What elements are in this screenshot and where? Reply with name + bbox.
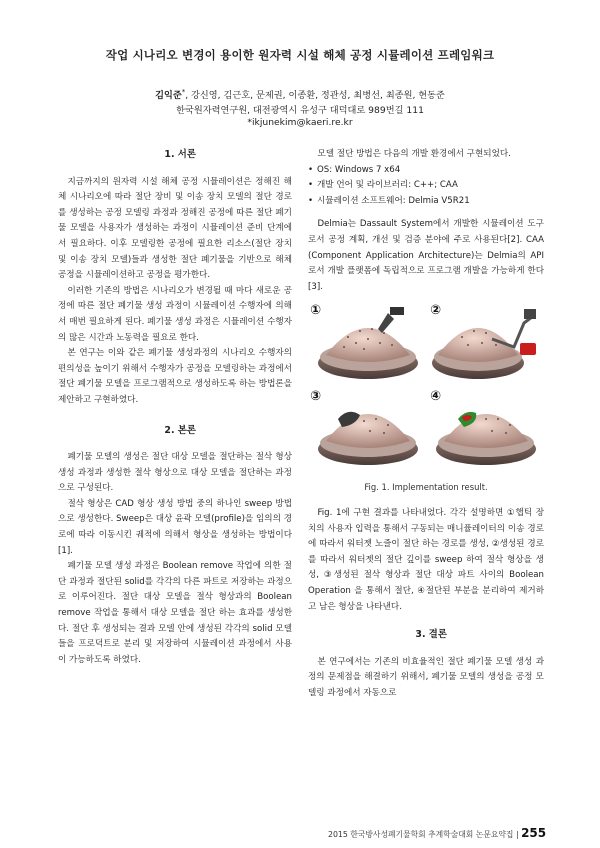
footer-separator: | xyxy=(515,830,519,839)
left-column xyxy=(58,147,292,668)
environment-list xyxy=(308,163,544,210)
body-paragraph-2: 절삭 형상은 CAD 형상 생성 방법 중의 하나인 sweep 방법으로 생성한다. Sweep은 대상 윤곽 모델(profile)을 임의의 경로에 따라 이동시킨 궤적에 의해서 형상을 생성하는 방법이다[1]. xyxy=(58,498,292,556)
section-heading-body: 2. 본론 xyxy=(164,424,196,436)
env-item-software: • 시뮬레이션 소프트웨어: Delmia V5R21 xyxy=(308,194,544,210)
right-column xyxy=(308,147,544,701)
panel-2-label: ② xyxy=(430,303,442,319)
figure-panel-1 xyxy=(308,303,422,385)
page-number: 255 xyxy=(521,826,547,840)
figure-caption: Fig. 1. Implementation result. xyxy=(364,482,488,493)
delmia-paragraph: Delmia는 Dassault System에서 개발한 시뮬레이션 도구로서 공정 계획, 개선 및 검증 분야에 주로 사용된다[2]. CAA (Component Application Architecture)는 Delmia의 API로서 개발 플랫폼에 독립적으로 프로그램 개발을 가능하게 한다[3]. xyxy=(308,219,544,292)
footer-proceedings: 2015 한국방사성폐기물학회 추계학술대회 논문요약집 xyxy=(328,830,514,839)
env-item-language: • 개발 언어 및 라이브러리: C++; CAA xyxy=(308,178,544,194)
figure-implementation-result xyxy=(308,303,544,476)
lead-author: 김익준 xyxy=(155,90,182,101)
env-intro-paragraph: 모델 절단 방법은 다음의 개발 환경에서 구현되었다. xyxy=(317,149,511,159)
panel-4-label: ④ xyxy=(430,389,442,405)
env-item-os: • OS: Windows 7 x64 xyxy=(308,163,544,179)
body-paragraph-1: 폐기물 모델의 생성은 절단 대상 모델을 절단하는 절삭 형상 생성 과정과 생성한 절삭 형상으로 대상 모델을 절단하는 과정으로 구성된다. xyxy=(58,452,292,494)
intro-paragraph-2: 이러한 기존의 방법은 시나리오가 변경될 때 마다 새로운 공정에 따른 절단 폐기물 생성 과정이 시뮬레이션 수행자에 의해서 매번 필요하게 된다. 폐기물 생성 과정은 시뮬레이션 수행자의 많은 시간과 노동력을 필요로 한다. xyxy=(58,285,292,343)
panel-3-render xyxy=(308,389,422,471)
section-heading-conclusion: 3. 결론 xyxy=(415,629,447,641)
intro-paragraph-1: 지금까지의 원자력 시설 해체 공정 시뮬레이션은 정해진 해체 시나리오에 따라 절단 장비 및 이송 장치 모델의 절단 경로를 생성하는 공정 모델링 과정과 정해진 공정에 따른 절단 폐기물 모델을 사용자가 생성하는 과정이 시뮬레이션 준비 단계에서 필요하다. 이후 모델링한 공정에 필요한 리소스(절단 장치 및 이송 장치 모델)들과 생성한 절단 폐기물을 기반으로 해체 공정을 시뮬레이션하고 공정을 평가한다. xyxy=(58,176,292,281)
body-paragraph-3: 폐기물 모델 생성 과정은 Boolean remove 작업에 의한 절단 과정과 절단된 solid를 각각의 다른 파트로 저장하는 과정으로 이루어진다. 절단 대상 모델을 절삭 형상과의 Boolean remove 작업을 통해서 대상 모델을 절단 하는 효과를 생성한다. 절단 후 생성되는 결과 모델 안에 생성된 각각의 solid 모델들을 프로덕트로 분리 및 저장하여 시뮬레이션 과정에서 사용이 가능하도록 하였다. xyxy=(58,561,292,665)
figure-panel-4 xyxy=(428,389,542,471)
intro-paragraph-3: 본 연구는 이와 같은 폐기물 생성과정의 시나리오 수행자의 편의성을 높이기 위해서 수행자가 공정을 모델링하는 과정에서 절단 폐기물 모델을 프로그램적으로 생성하도록 하는 방법론을 제안하고 구현하였다. xyxy=(58,348,292,405)
panel-2-render xyxy=(428,303,542,385)
paper-title: 작업 시나리오 변경이 용이한 원자력 시설 해체 공정 시뮬레이션 프레임워크 xyxy=(105,48,495,62)
panel-1-label: ① xyxy=(310,303,322,319)
corresponding-mark: * xyxy=(181,87,186,96)
figure-panel-2 xyxy=(428,303,542,385)
panel-3-label: ③ xyxy=(310,389,322,405)
page-footer xyxy=(328,826,546,840)
author-list xyxy=(0,87,600,101)
figure-panel-3 xyxy=(308,389,422,471)
section-heading-intro: 1. 서론 xyxy=(164,149,196,160)
panel-1-render xyxy=(308,303,422,385)
panel-4-render xyxy=(428,389,542,471)
conclusion-paragraph: 본 연구에서는 기존의 비효율적인 절단 폐기물 모델 생성 과정의 문제점을 해결하기 위해서, 폐기물 모델의 생성을 공정 모델링 과정에서 자동으로 xyxy=(308,656,544,698)
author-email[interactable]: *ikjunekim@kaeri.re.kr xyxy=(247,117,353,128)
co-authors: , 강신영, 김근호, 문제권, 이종환, 정관성, 최병선, 최종원, 현동준 xyxy=(185,90,445,101)
affiliation: 한국원자력연구원, 대전광역시 유성구 대덕대로 989번길 111 xyxy=(176,105,424,116)
result-paragraph: Fig. 1에 구현 결과를 나타내었다. 각각 설명하면 ①햅틱 장치의 사용자 입력을 통해서 구동되는 매니퓰레이터의 이송 경로에 따라서 워터젯 노즐이 절단 하는 경로를 생성, ②생성된 경로를 따라서 워터젯의 절단 깊이를 sweep 하여 절삭 형상을 생성, ③생성된 절삭 형상과 절단 대상 파트 사이의 Boolean Operation 을 통해서 절단, ④절단된 부분을 분리하여 제거하고 남은 형상을 나타낸다. xyxy=(308,507,544,612)
